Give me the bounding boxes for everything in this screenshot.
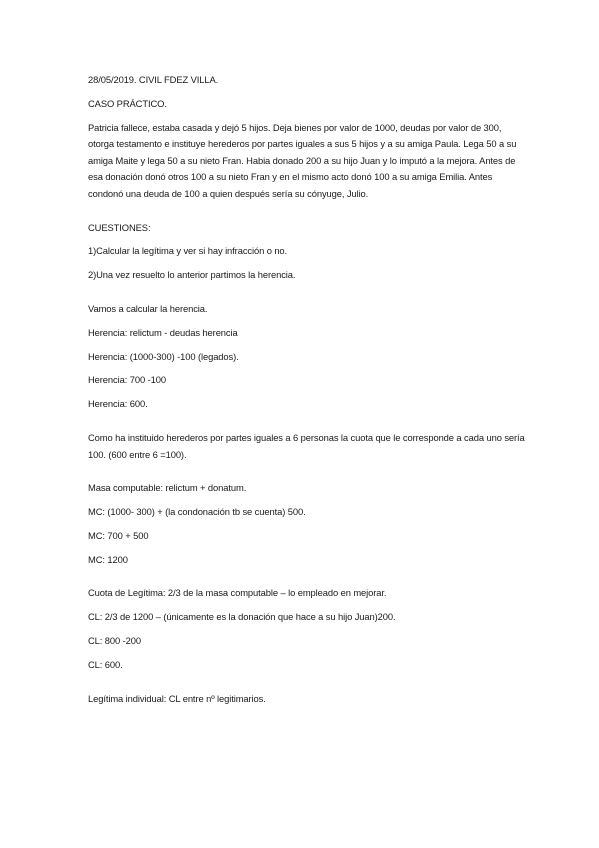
section-title: CASO PRÁCTICO. xyxy=(88,97,167,109)
case-statement: Patricia fallece, estaba casada y dejó 5 hijos. Deja bienes por valor de 1000, deudas por valor de 300, otorga testamento e instituye herederos por partes iguales a sus 5 hijos y a su amiga Paula. Lega 50 a su amiga Maite y lega 50 a su nieto Fran. Habia donado 200 a su hijo Juan y lo imputó a la mejora. Antes de esa donación donó otros 100 a su nieto Fran y en el mismo acto donó 100 a su amiga Emilia. Antes condonó una deuda de 100 a quien después sería su cónyuge, Julio. xyxy=(88,121,517,199)
date-line: 28/05/2019. CIVIL FDEZ VILLA. xyxy=(88,74,219,85)
cuota-legitima-line-2: CL: 2/3 de 1200 – (únicamente es la donación que hace a su hijo Juan)200. xyxy=(88,611,396,623)
masa-computable-line-4: MC: 1200 xyxy=(88,553,128,565)
cuota-herederos-text: Como ha instituido herederos por partes iguales a 6 personas la cuota que le corresponde a cada uno sería 100. (600 entre 6 =100). xyxy=(88,431,525,460)
herencia-line-3: Herencia: 700 -100 xyxy=(88,374,166,386)
cuota-legitima-line-3: CL: 800 -200 xyxy=(88,634,142,646)
masa-computable-line-1: Masa computable: relictum + donatum. xyxy=(88,482,247,494)
herencia-line-4: Herencia: 600. xyxy=(88,398,148,410)
herencia-line-1: Herencia: relictum - deudas herencia xyxy=(88,326,238,338)
legitima-individual-text: Legítima individual: CL entre nº legitimarios. xyxy=(88,692,266,704)
question-item-2: 2)Una vez resuelto lo anterior partimos la herencia. xyxy=(88,269,296,281)
masa-computable-line-2: MC: (1000- 300) + (la condonación tb se cuenta) 500. xyxy=(88,505,306,517)
question-item-1: 1)Calcular la legítima y ver si hay infracción o no. xyxy=(88,245,288,257)
cuota-legitima-line-4: CL: 600. xyxy=(88,658,123,670)
document-content xyxy=(88,72,528,714)
questions-title: CUESTIONES: xyxy=(88,221,151,233)
herencia-line-2: Herencia: (1000-300) -100 (legados). xyxy=(88,350,239,362)
masa-computable-line-3: MC: 700 + 500 xyxy=(88,529,149,541)
cuota-legitima-line-1: Cuota de Legítima: 2/3 de la masa computable – lo empleado en mejorar. xyxy=(88,587,387,599)
herencia-intro: Vamos a calcular la herencia. xyxy=(88,302,208,314)
